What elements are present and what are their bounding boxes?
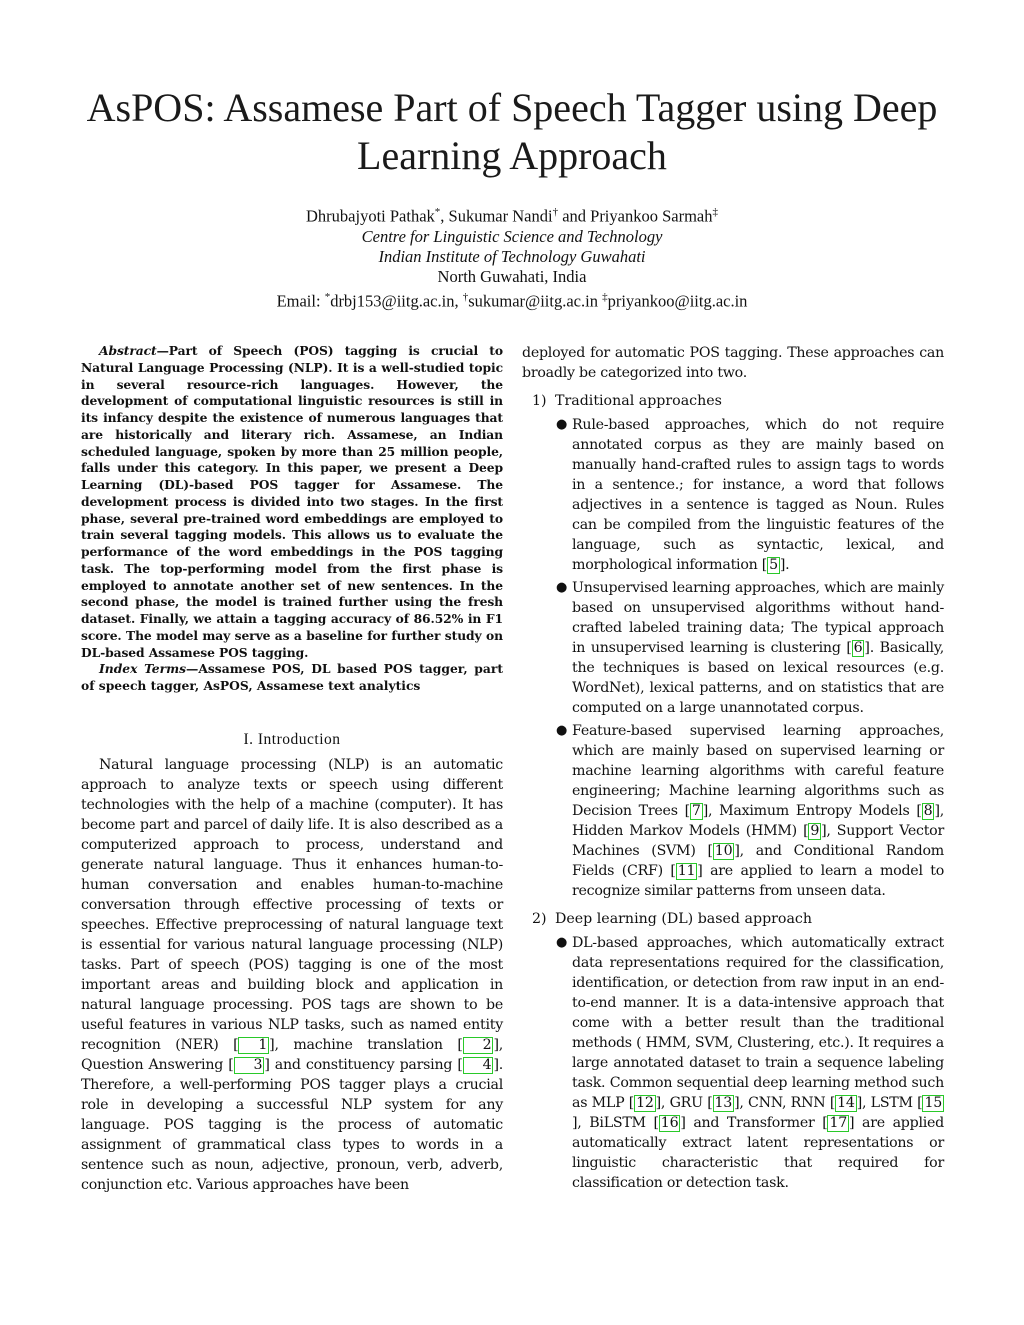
citation-link[interactable]: 8 (923, 803, 933, 819)
bullet-rule-based: ● Rule-based approaches, which do not require annotated corpus as they are mainly based on manually hand-crafted rules to assign tags to words in a sentence.; for instance, a word that follows adjectives in a sentence is tagged as Noun. Rules can be compiled from the linguistic features of the language, such as syntactic, lexical, and morphological information [ 5 ]. (556, 417, 944, 573)
bullet-dot-icon: ● (556, 723, 568, 738)
author-block (60, 202, 964, 311)
citation-link[interactable]: 5 (769, 557, 778, 573)
left-column (81, 343, 503, 1195)
citation-link[interactable]: 16 (660, 1115, 679, 1131)
citation-link[interactable]: 12 (636, 1095, 654, 1111)
citation-link[interactable]: 1 (238, 1037, 269, 1054)
citation-link[interactable]: 9 (810, 823, 820, 839)
bullet-dot-icon: ● (556, 580, 568, 595)
bullet-list (522, 933, 944, 1193)
abstract-text: Part of Speech (POS) tagging is crucial to Natural Language Processing (NLP). It is a well-studied topic in several resource-rich languages. However, the development of computational linguistic resources is still in its infancy despite the existence of numerous languages that are historically and literary rich. Assamese, an Indian scheduled language, spoken by more than 25 million people, falls under this category. In this paper, we present a Deep Learning (DL)-based POS tagger for Assamese. The development process is divided into two stages. In the first phase, several pre-trained word embeddings are employed to train several tagging models. This allows us to evaluate the performance of the word embeddings in the POS tagging task. The top-performing model from the first phase is employed to annotate another set of new sentences. In the second phase, the model is trained further using the fresh dataset. Finally, we attain a tagging accuracy of 86.52% in F1 score. The model may serve as a baseline for further study on DL-based Assamese POS tagging. (81, 343, 503, 660)
affiliation-centre: Centre for Linguistic Science and Technology (361, 226, 663, 246)
list-heading: Traditional approaches (555, 393, 722, 409)
citation-link[interactable]: 7 (691, 803, 701, 819)
author-emails: Email: *drbj153@iitg.ac.in, †sukumar@iitg.ac.in ‡priyankoo@iitg.ac.in (276, 290, 748, 310)
intro-paragraph: Natural language processing (NLP) is an automatic approach to analyze texts or speech using different technologies with the help of a machine (computer). It has become part and parcel of daily life. It is also described as a computerized approach to process, understand and generate natural language. Thus it enhances human-to-human conversation and enables human-to-machine conversation through effective processing of texts or speeches. Effective preprocessing of natural language text is essential for various natural language processing (NLP) tasks. Part of speech (POS) tagging is one of the most important areas and building block and application in natural language processing. POS tags are shown to be useful features in various NLP tasks, such as named entity recognition (NER) [ 1 ], machine translation [ 2 ], Question Answering [ 3 ] and constituency parsing [ 4 ]. Therefore, a well-performing POS tagger plays a crucial role in developing a successful NLP system for any language. POS tagging is the process of automatic assignment of grammatical class types to words in a sentence such as noun, adjective, pronoun, verb, adverb, conjunction etc. Various approaches have been (81, 756, 503, 1193)
list-item-deep-learning (522, 909, 944, 1193)
index-terms-label: Index Terms (99, 661, 187, 677)
citation-link[interactable]: 3 (234, 1057, 265, 1074)
citation-link[interactable]: 15 (924, 1095, 943, 1111)
intro-continuation: deployed for automatic POS tagging. These approaches can broadly be categorized into two. (522, 345, 944, 381)
bullet-unsupervised: ● Unsupervised learning approaches, which are mainly based on unsupervised algorithms without hand-crafted labeled training data; The typical approach in unsupervised learning is clustering [ 6 ]. Basically, the techniques is based on lexical resources (e.g. WordNet), lexical patterns, and on statistics that are computed on a large unannotated corpus. (556, 580, 944, 716)
abstract-label: Abstract (99, 343, 157, 358)
citation-link[interactable]: 2 (463, 1037, 494, 1054)
citation-link[interactable]: 11 (677, 863, 696, 879)
email-link[interactable]: drbj153@iitg.ac.in, (330, 291, 463, 310)
bullet-list (522, 415, 944, 901)
bullet-feature-based: ● Feature-based supervised learning approaches, which are mainly based on supervised learning or machine learning algorithms with careful feature engineering; Machine learning algorithms such as Decision Trees [ 7 ], Maximum Entropy Models [ 8 ], Hidden Markov Models (HMM) [ 9 ], Support Vector Machines (SVM) [ 10 ], and Conditional Random Fields (CRF) [ 11 ] are applied to learn a model to recognize similar patterns from unseen data. (556, 723, 945, 899)
bullet-dot-icon: ● (556, 935, 568, 950)
email-link[interactable]: sukumar@iitg.ac.in (468, 291, 603, 310)
abstract: Abstract—Part of Speech (POS) tagging is crucial to Natural Language Processing (NLP). It is a well-studied topic in several resource-rich languages. However, the development of computational linguistic resources is still in its infancy despite the existence of numerous languages that are historically and literary rich. Assamese, an Indian scheduled language, spoken by more than 25 million people, falls under this category. In this paper, we present a Deep Learning (DL)-based POS tagger for Assamese. The development process is divided into two stages. In the first phase, several pre-trained word embeddings are employed to train several tagging models. This allows us to evaluate the performance of the word embeddings in the POS tagging task. The top-performing model from the first phase is employed to annotate another set of new sentences. In the second phase, the model is trained further using the fresh dataset. Finally, we attain a tagging accuracy of 86.52% in F1 score. The model may serve as a baseline for further study on DL-based Assamese POS tagging. (81, 343, 503, 660)
citation-link[interactable]: 13 (714, 1095, 733, 1111)
citation-link[interactable]: 17 (829, 1115, 848, 1131)
paper-title: AsPOS: Assamese Part of Speech Tagger using Deep Learning Approach (86, 85, 938, 178)
author-names: Dhrubajyoti Pathak*, Sukumar Nandi† and Priyankoo Sarmah‡ (306, 206, 718, 226)
list-number: 1) (532, 393, 547, 409)
list-heading: Deep learning (DL) based approach (555, 911, 813, 927)
citation-link[interactable]: 10 (714, 843, 733, 859)
affiliation-location: North Guwahati, India (437, 266, 587, 286)
list-number: 2) (532, 911, 547, 927)
citation-link[interactable]: 6 (853, 640, 863, 656)
index-terms-text: Assamese POS, DL based POS tagger, part of speech tagger, AsPOS, Assamese text analytics (81, 661, 504, 693)
citation-link[interactable]: 4 (463, 1057, 494, 1074)
section-heading-introduction: I. Introduction (243, 730, 341, 748)
right-column (522, 343, 944, 1196)
bullet-dot-icon: ● (556, 417, 568, 432)
index-terms: Index Terms—Assamese POS, DL based POS tagger, part of speech tagger, AsPOS, Assamese text analytics (81, 661, 504, 693)
affiliation-institute: Indian Institute of Technology Guwahati (378, 246, 646, 266)
email-link[interactable]: priyankoo@iitg.ac.in (607, 291, 748, 310)
list-item-traditional (522, 391, 944, 901)
bullet-dl-based: ● DL-based approaches, which automatically extract data representations required for the classification, identification, or detection from raw input in an end-to-end manner. It is a data-intensive approach that come with a better result than the traditional methods ( HMM, SVM, Clustering, etc.). It requires a large annotated dataset to train a sequence labeling task. Common sequential deep learning method such as MLP [ 12 ], GRU [ 13 ], CNN, RNN [ 14 ], LSTM [ 15], BiLSTM [ 16 ] and Transformer [ 17 ] are applied automatically extract latent representations or linguistic characteristic that required for classification or detection task. (556, 935, 945, 1191)
citation-link[interactable]: 14 (837, 1095, 855, 1111)
